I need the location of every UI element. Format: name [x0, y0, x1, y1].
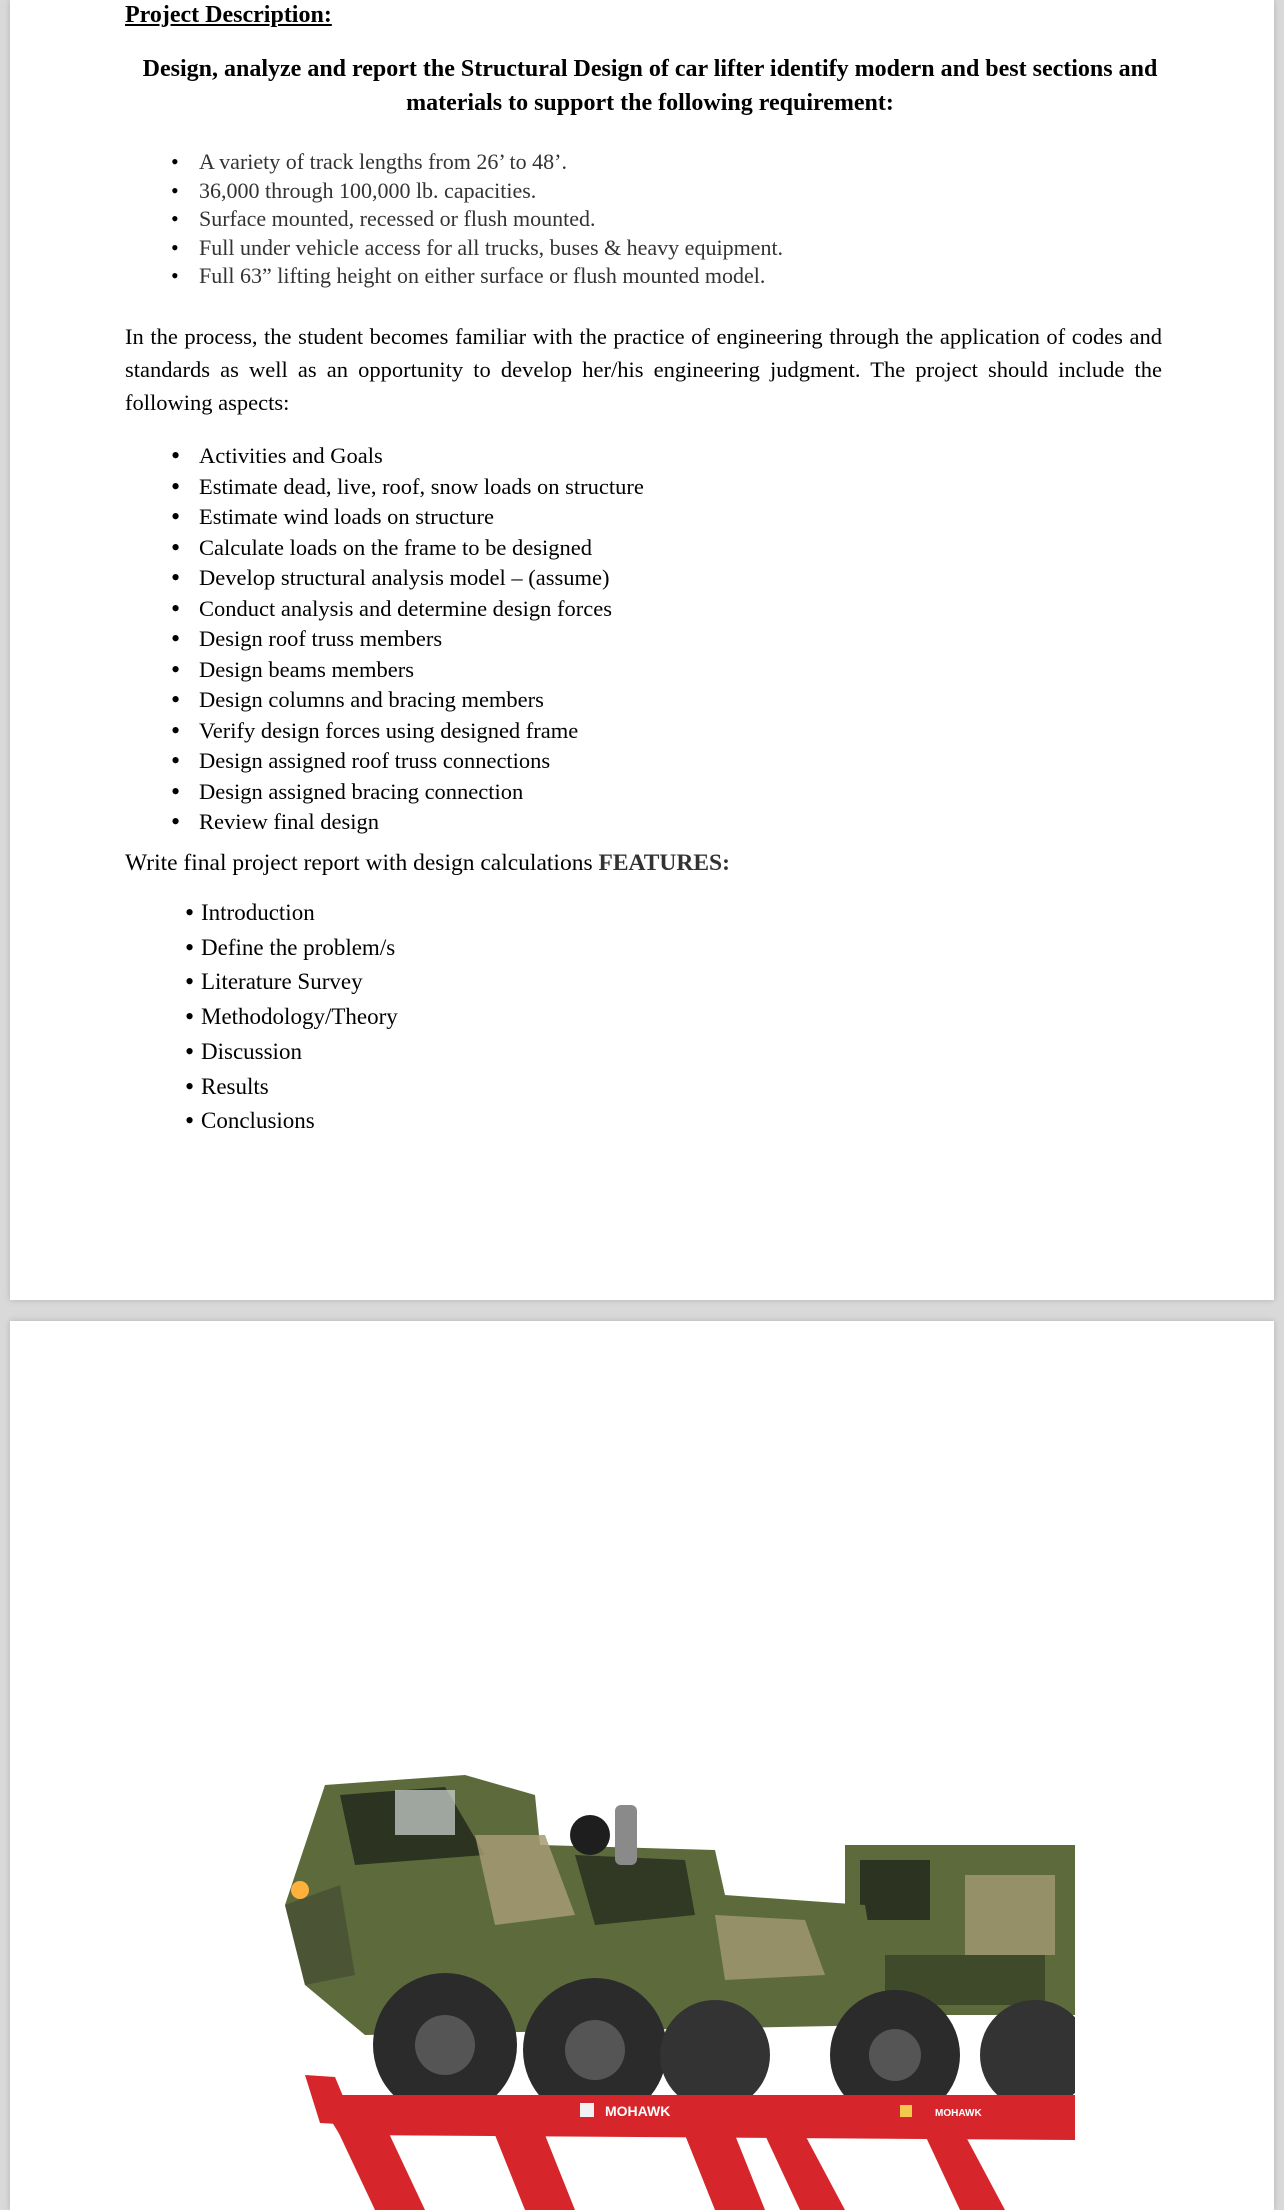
list-item: • Design assigned roof truss connections	[125, 746, 644, 777]
list-item: • Define the problem/s	[185, 931, 398, 966]
list-item: • Design beams members	[125, 655, 644, 686]
document-page-2	[10, 1321, 1274, 2210]
list-item: • Full 63” lifting height on either surface or flush mounted model.	[125, 262, 783, 291]
list-item: • Discussion	[185, 1035, 398, 1070]
list-item: • 36,000 through 100,000 lb. capacities.	[125, 177, 783, 206]
report-intro: Write final project report with design calculations	[125, 850, 593, 876]
requirements-list	[125, 148, 783, 291]
list-item: • Conclusions	[185, 1104, 398, 1139]
main-heading: Design, analyze and report the Structural Design of car lifter identify modern and best sections and materials to support the following requirement:	[142, 56, 1158, 116]
list-item: • Design assigned bracing connection	[125, 777, 644, 808]
list-item: • Introduction	[185, 896, 398, 931]
truck-on-lift-photo	[245, 1725, 1075, 2210]
list-item: • Review final design	[125, 807, 644, 838]
aspects-list	[125, 441, 644, 838]
list-item: • Full under vehicle access for all trucks, buses & heavy equipment.	[125, 234, 783, 263]
list-item: • Estimate dead, live, roof, snow loads on structure	[125, 472, 644, 503]
lift-brand-label: MOHAWK	[605, 2103, 671, 2119]
list-item: • Methodology/Theory	[185, 1000, 398, 1035]
list-item: • A variety of track lengths from 26’ to 48’.	[125, 148, 783, 177]
report-line	[125, 850, 730, 877]
list-item: • Literature Survey	[185, 965, 398, 1000]
features-label: FEATURES:	[598, 850, 730, 876]
list-item: • Verify design forces using designed frame	[125, 716, 644, 747]
list-item: • Develop structural analysis model – (assume)	[125, 563, 644, 594]
list-item: • Design columns and bracing members	[125, 685, 644, 716]
truck-rear-body	[845, 1845, 1075, 2015]
process-paragraph: In the process, the student becomes familiar with the practice of engineering through the application of codes and standards as well as an opportunity to develop her/his engineering judgment. The project should include the following aspects:	[125, 324, 1162, 415]
section-heading: Project Description:	[125, 2, 332, 28]
list-item: • Estimate wind loads on structure	[125, 502, 644, 533]
list-item: • Calculate loads on the frame to be designed	[125, 533, 644, 564]
lift-brand-label-rear: MOHAWK	[935, 2108, 982, 2119]
list-item: • Results	[185, 1070, 398, 1105]
list-item: • Design roof truss members	[125, 624, 644, 655]
features-list	[185, 896, 398, 1139]
list-item: • Conduct analysis and determine design forces	[125, 594, 644, 625]
list-item: • Surface mounted, recessed or flush mounted.	[125, 205, 783, 234]
document-page-1	[10, 0, 1274, 1300]
list-item: • Activities and Goals	[125, 441, 644, 472]
